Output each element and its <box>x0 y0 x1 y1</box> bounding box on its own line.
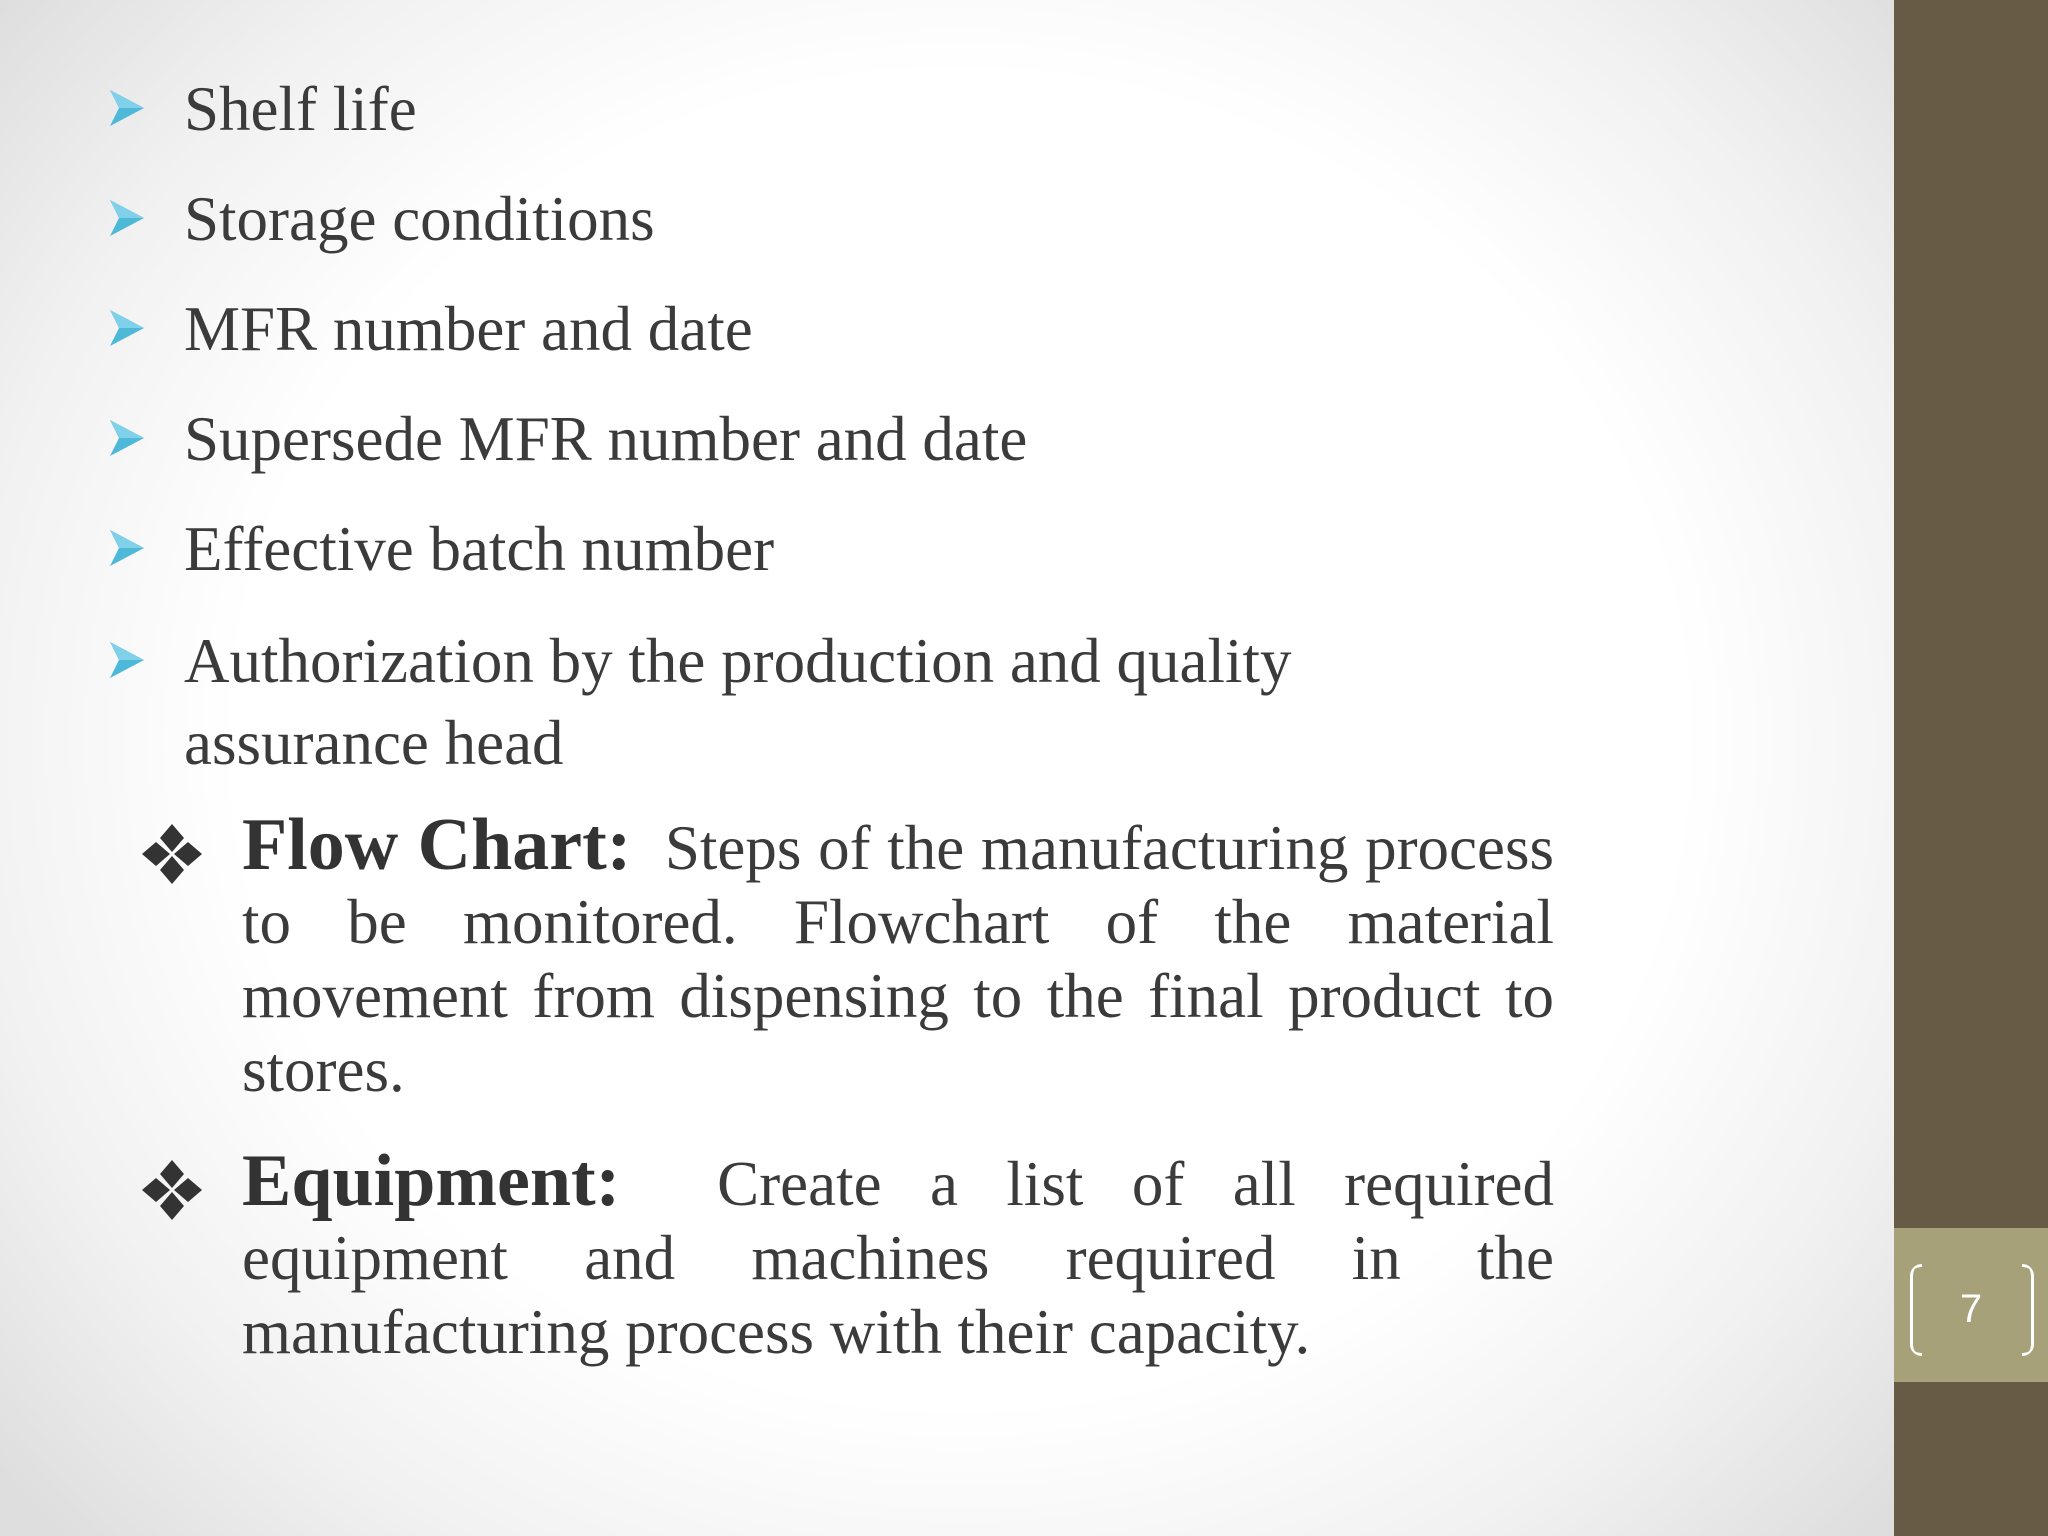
page-number: 7 <box>1959 1287 1983 1331</box>
bullet-text: Shelf life <box>184 74 417 144</box>
list-item <box>110 288 753 370</box>
arrow-right-icon <box>110 640 144 680</box>
four-diamond-icon <box>140 822 204 886</box>
section-text <box>242 804 1555 1107</box>
list-item <box>110 620 1384 784</box>
arrow-right-icon <box>110 88 144 128</box>
section-body: Steps of the manufacturing process to be monitored. Flowchart of the material movement from dispensing to the final product to stores. <box>242 813 1555 1105</box>
section-body: Create a list of all required equipment and machines required in the manufacturing process with their capacity. <box>242 1149 1555 1367</box>
arrow-right-icon <box>110 308 144 348</box>
section-flow-chart <box>140 804 1555 1107</box>
section-heading: Flow Chart: <box>242 804 632 886</box>
bullet-text: Supersede MFR number and date <box>184 404 1028 474</box>
section-text <box>242 1140 1555 1369</box>
bullet-text: Effective batch number <box>184 514 775 584</box>
bullet-text: Authorization by the production and quality assurance head <box>184 626 1292 778</box>
bullet-text: MFR number and date <box>184 294 753 364</box>
arrow-right-icon <box>110 528 144 568</box>
list-item <box>110 398 1027 480</box>
list-item <box>110 178 655 260</box>
section-equipment <box>140 1140 1555 1369</box>
list-item <box>110 508 774 590</box>
list-item <box>110 68 417 150</box>
section-heading: Equipment: <box>242 1140 621 1222</box>
bullet-text: Storage conditions <box>184 184 655 254</box>
four-diamond-icon <box>140 1158 204 1222</box>
arrow-right-icon <box>110 198 144 238</box>
arrow-right-icon <box>110 418 144 458</box>
